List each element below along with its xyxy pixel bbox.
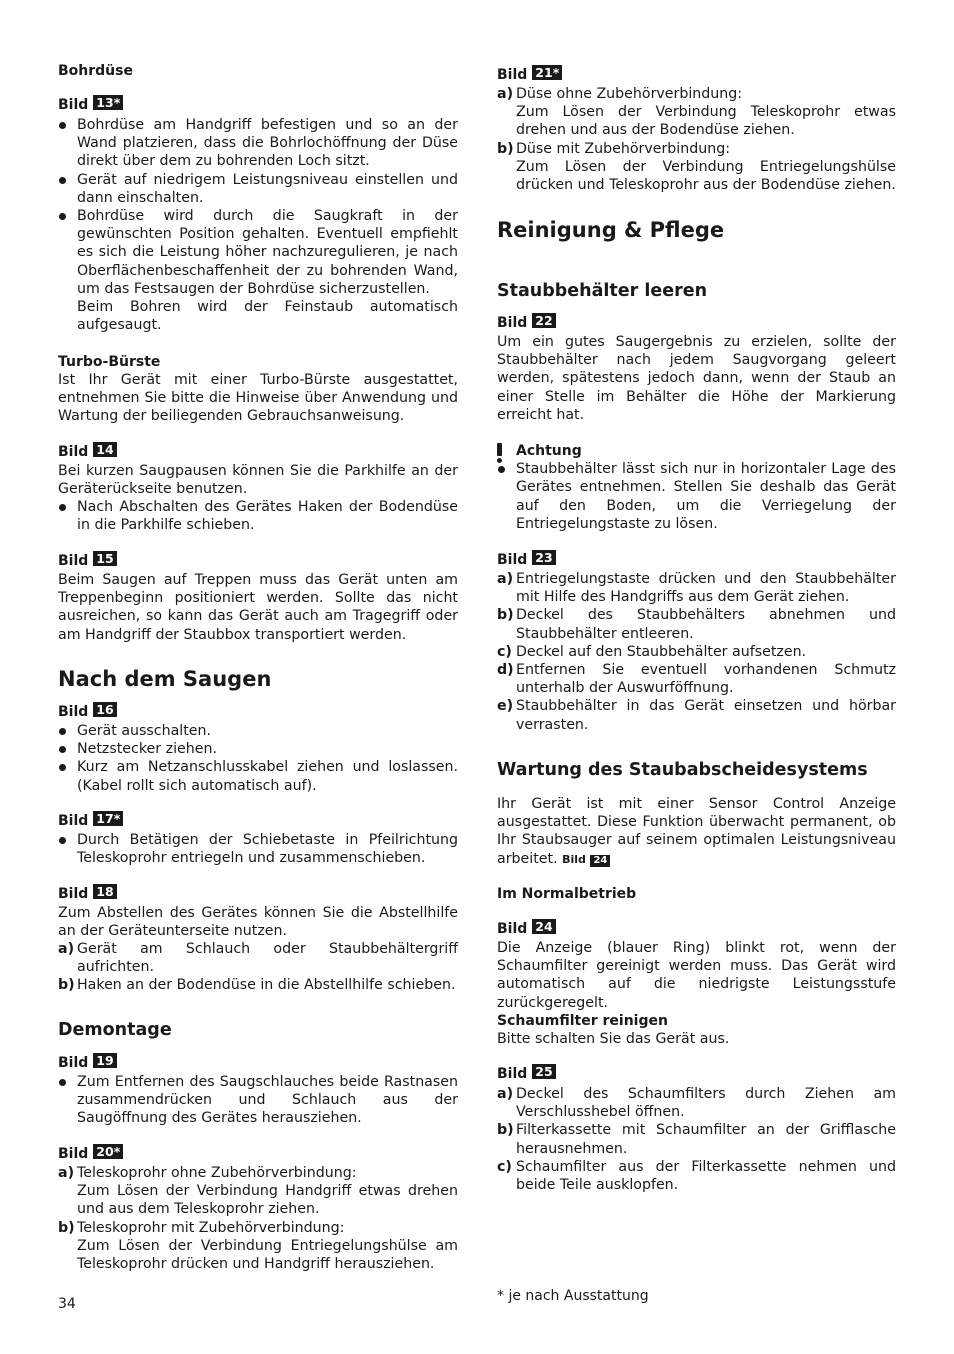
list-item: Staubbehälter lässt sich nur in horizontaler Lage des Gerätes entnehmen. Stellen Sie deshalb das Gerät auf den Boden, um die Verriegelung der Entriegelungstaste zu lösen. bbox=[497, 460, 896, 533]
section-heading-reinigung: Reinigung & Pflege bbox=[497, 218, 725, 242]
bild14-paragraph: Bei kurzen Saugpausen können Sie die Parkhilfe an der Geräterückseite benutzen. bbox=[58, 463, 458, 498]
list-item: Bohrdüse am Handgriff befestigen und so an der Wand platzieren, dass die Bohrlochöffnung der Düse direkt über dem zu bohrenden Loch sitzt. bbox=[58, 116, 458, 171]
figure-ref-25: Bild 25 bbox=[497, 1065, 896, 1083]
section-heading-demontage: Demontage bbox=[58, 1020, 172, 1040]
figure-ref-16: Bild 16 bbox=[58, 703, 458, 721]
list-item: e) Staubbehälter in das Gerät einsetzen und hörbar verrasten. bbox=[497, 698, 896, 733]
bild16-bullet-list bbox=[58, 722, 458, 795]
figure-ref-18: Bild 18 bbox=[58, 885, 458, 903]
bild23-step-list bbox=[497, 570, 896, 734]
list-item: Nach Abschalten des Gerätes Haken der Bodendüse in die Parkhilfe schieben. bbox=[58, 498, 458, 534]
section-heading-staubbehaelter: Staubbehälter leeren bbox=[497, 281, 708, 301]
list-item: a) Düse ohne Zubehörverbindung: Zum Lösen der Verbindung Teleskoprohr etwas drehen und aus der Bodendüse ziehen. bbox=[497, 86, 896, 139]
list-item: d) Entfernen Sie eventuell vorhandenen Schmutz unterhalb der Auswurföffnung. bbox=[497, 662, 896, 697]
list-item: c) Schaumfilter aus der Filterkassette nehmen und beide Teile ausklopfen. bbox=[497, 1158, 896, 1194]
section-heading-nach-dem-saugen: Nach dem Saugen bbox=[58, 667, 272, 691]
list-item: Gerät auf niedrigem Leistungsniveau einstellen und dann einschalten. bbox=[58, 171, 458, 207]
warning-bullet-list bbox=[497, 460, 896, 533]
figure-number-badge: 24 bbox=[532, 919, 555, 934]
bild19-bullet-list bbox=[58, 1073, 458, 1128]
warning-exclamation-icon bbox=[497, 443, 503, 461]
list-item: a) Deckel des Schaumfilters durch Ziehen am Verschlusshebel öffnen. bbox=[497, 1086, 896, 1121]
section-heading-bohrduese: Bohrdüse bbox=[58, 63, 133, 79]
bild15-paragraph: Beim Saugen auf Treppen muss das Gerät unten am Treppenbeginn positioniert werden. Sollte das nicht ausreichen, so kann das Gerät auch am Tragegriff oder am Handgriff der Staubbox transportiert werden. bbox=[58, 572, 458, 643]
list-item: c) Deckel auf den Staubbehälter aufsetzen. bbox=[497, 643, 807, 660]
figure-number-badge: 15 bbox=[93, 551, 116, 566]
figure-ref-21: Bild 21* bbox=[497, 66, 896, 84]
wartung-paragraph: Ihr Gerät ist mit einer Sensor Control Anzeige ausgestattet. Diese Funktion überwacht permanent, ob Ihr Staubsauger auf seinem optimalen Leistungsniveau arbeitet. Bild 24 bbox=[497, 796, 896, 867]
bild14-bullet-list bbox=[58, 498, 458, 534]
section-heading-turbo: Turbo-Bürste bbox=[58, 354, 161, 370]
figure-ref-17: Bild 17* bbox=[58, 812, 458, 830]
list-item: a) Teleskoprohr ohne Zubehörverbindung: Zum Lösen der Verbindung Handgriff etwas drehen und aus dem Teleskoprohr ziehen. bbox=[58, 1165, 458, 1218]
section-heading-normalbetrieb: Im Normalbetrieb bbox=[497, 886, 637, 902]
bild17-bullet-list bbox=[58, 831, 458, 867]
list-item: Netzstecker ziehen. bbox=[58, 740, 458, 758]
list-item: b) Deckel des Staubbehälters abnehmen und Staubbehälter entleeren. bbox=[497, 607, 896, 642]
list-item: Zum Entfernen des Saugschlauches beide Rastnasen zusammendrücken und Schlauch aus der Saugöffnung des Gerätes herausziehen. bbox=[58, 1073, 458, 1128]
footnote: * je nach Ausstattung bbox=[497, 1288, 649, 1304]
list-item: Kurz am Netzanschlusskabel ziehen und loslassen. (Kabel rollt sich automatisch auf). bbox=[58, 758, 458, 794]
list-item: Durch Betätigen der Schiebetaste in Pfeilrichtung Teleskoprohr entriegeln und zusammenschieben. bbox=[58, 831, 458, 867]
schaumfilter-paragraph: Bitte schalten Sie das Gerät aus. bbox=[497, 1031, 730, 1047]
figure-number-badge: 13* bbox=[93, 95, 123, 110]
turbo-paragraph: Ist Ihr Gerät mit einer Turbo-Bürste ausgestattet, entnehmen Sie bitte die Hinweise über Anwendung und Wartung der beiliegenden Gebrauchsanweisung. bbox=[58, 372, 458, 425]
figure-ref-23: Bild 23 bbox=[497, 551, 896, 569]
inline-figure-number-badge: 24 bbox=[590, 855, 610, 867]
figure-number-badge: 23 bbox=[532, 550, 555, 565]
list-item-continuation: Beim Bohren wird der Feinstaub automatisch aufgesaugt. bbox=[77, 299, 458, 334]
figure-ref-19: Bild 19 bbox=[58, 1054, 458, 1072]
figure-number-badge: 20* bbox=[93, 1144, 123, 1159]
inline-figure-ref-label: Bild bbox=[562, 852, 586, 866]
figure-number-badge: 16 bbox=[93, 702, 116, 717]
list-item: b) Filterkassette mit Schaumfilter an der Grifflasche herausnehmen. bbox=[497, 1122, 896, 1157]
figure-number-badge: 25 bbox=[532, 1064, 555, 1079]
figure-number-badge: 17* bbox=[93, 811, 123, 826]
figure-number-badge: 21* bbox=[532, 65, 562, 80]
figure-number-badge: 18 bbox=[93, 884, 116, 899]
list-item: a) Gerät am Schlauch oder Staubbehältergriff aufrichten. bbox=[58, 941, 458, 976]
bild22-paragraph: Um ein gutes Saugergebnis zu erzielen, sollte der Staubbehälter nach jedem Saugvorgang geleert werden, spätestens jedoch dann, wenn der Staub an einer Stelle im Behälter die Höhe der Markierung erreicht hat. bbox=[497, 334, 896, 423]
figure-ref-20: Bild 20* bbox=[58, 1145, 458, 1163]
bild18-paragraph: Zum Abstellen des Gerätes können Sie die Abstellhilfe an der Geräteunterseite nutzen. bbox=[58, 905, 458, 940]
bild25-step-list bbox=[497, 1085, 896, 1194]
section-heading-wartung: Wartung des Staubabscheidesystems bbox=[497, 760, 868, 780]
bild24-paragraph: Die Anzeige (blauer Ring) blinkt rot, wenn der Schaumfilter gereinigt werden muss. Das Gerät wird automatisch auf die niedrigste Leistungsstufe zurückgeregelt. bbox=[497, 940, 896, 1011]
list-item: b) Teleskoprohr mit Zubehörverbindung: Zum Lösen der Verbindung Entriegelungshülse am Teleskoprohr drücken und Handgriff herausziehen. bbox=[58, 1219, 458, 1273]
bild20-step-list bbox=[58, 1164, 458, 1273]
figure-ref-14: Bild 14 bbox=[58, 443, 458, 461]
figure-ref-13: Bild 13* bbox=[58, 96, 458, 114]
bild18-step-list bbox=[58, 940, 458, 995]
list-item: b) Düse mit Zubehörverbindung: Zum Lösen der Verbindung Entriegelungshülse drücken und Teleskoprohr aus der Bodendüse ziehen. bbox=[497, 140, 896, 194]
bohrduese-bullet-list bbox=[58, 116, 458, 334]
page-number: 34 bbox=[58, 1296, 76, 1312]
figure-number-badge: 22 bbox=[532, 313, 555, 328]
figure-ref-24: Bild 24 bbox=[497, 920, 896, 938]
figure-number-badge: 14 bbox=[93, 442, 116, 457]
list-item: b) Haken an der Bodendüse in die Abstellhilfe schieben. bbox=[58, 977, 456, 994]
list-item: Bohrdüse wird durch die Saugkraft in der gewünschten Position gehalten. Eventuell empfiehlt es sich die Leistung höher nachzuregulieren, je nach Oberflächenbeschaffenheit der zu bohrenden Wand, um das Festsaugen der Bohrdüse sicherzustellen. Beim Bohren wird der Feinstaub automatisch aufgesaugt. bbox=[58, 207, 458, 334]
figure-ref-22: Bild 22 bbox=[497, 314, 896, 332]
bild21-step-list bbox=[497, 85, 896, 194]
figure-ref-15: Bild 15 bbox=[58, 552, 458, 570]
figure-number-badge: 19 bbox=[93, 1053, 116, 1068]
warning-heading: Achtung bbox=[516, 443, 582, 459]
warning-block bbox=[497, 442, 896, 533]
list-item: a) Entriegelungstaste drücken und den Staubbehälter mit Hilfe des Handgriffs aus dem Gerät ziehen. bbox=[497, 571, 896, 606]
list-item: Gerät ausschalten. bbox=[58, 722, 458, 740]
section-heading-schaumfilter: Schaumfilter reinigen bbox=[497, 1013, 668, 1029]
